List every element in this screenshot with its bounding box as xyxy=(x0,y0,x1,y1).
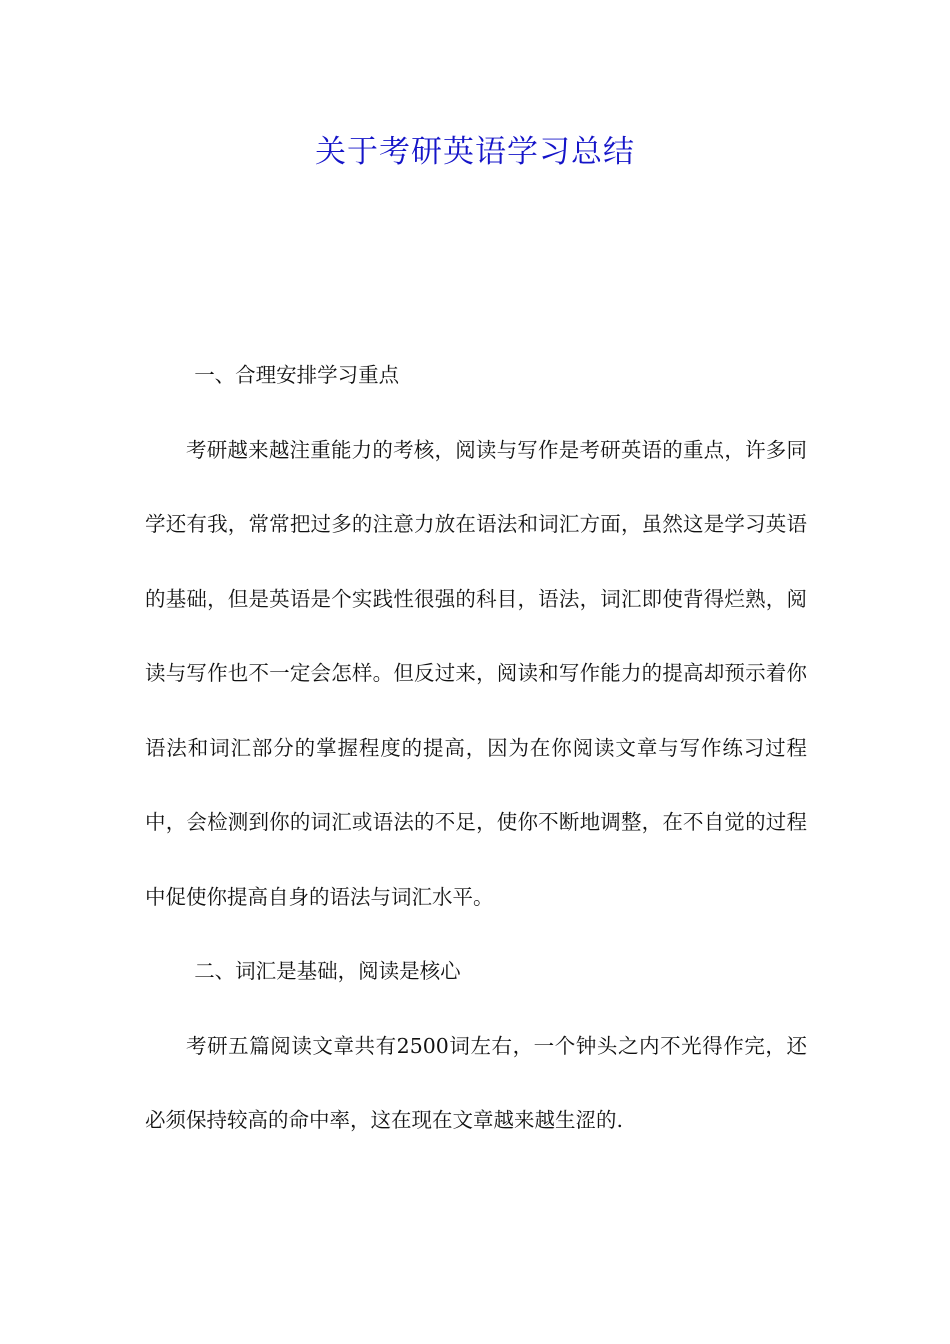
section-heading-1: 一、合理安排学习重点 xyxy=(194,363,400,387)
body-paragraph-2: 考研五篇阅读文章共有2500词左右，一个钟头之内不光得作完，还必须保持较高的命中率，这在现在文章越来越生涩的. xyxy=(145,1033,807,1132)
document-title: 关于考研英语学习总结 xyxy=(315,134,635,170)
document-body xyxy=(145,338,807,1158)
section-heading-2: 二、词汇是基础，阅读是核心 xyxy=(194,959,461,983)
body-paragraph-1: 考研越来越注重能力的考核，阅读与写作是考研英语的重点，许多同学还有我，常常把过多的注意力放在语法和词汇方面，虽然这是学习英语的基础，但是英语是个实践性很强的科目，语法，词汇即使背得烂熟，阅读与写作也不一定会怎样。但反过来，阅读和写作能力的提高却预示着你语法和词汇部分的掌握程度的提高，因为在你阅读文章与写作练习过程中，会检测到你的词汇或语法的不足，使你不断地调整，在不自觉的过程中促使你提高自身的语法与词汇水平。 xyxy=(145,437,807,909)
